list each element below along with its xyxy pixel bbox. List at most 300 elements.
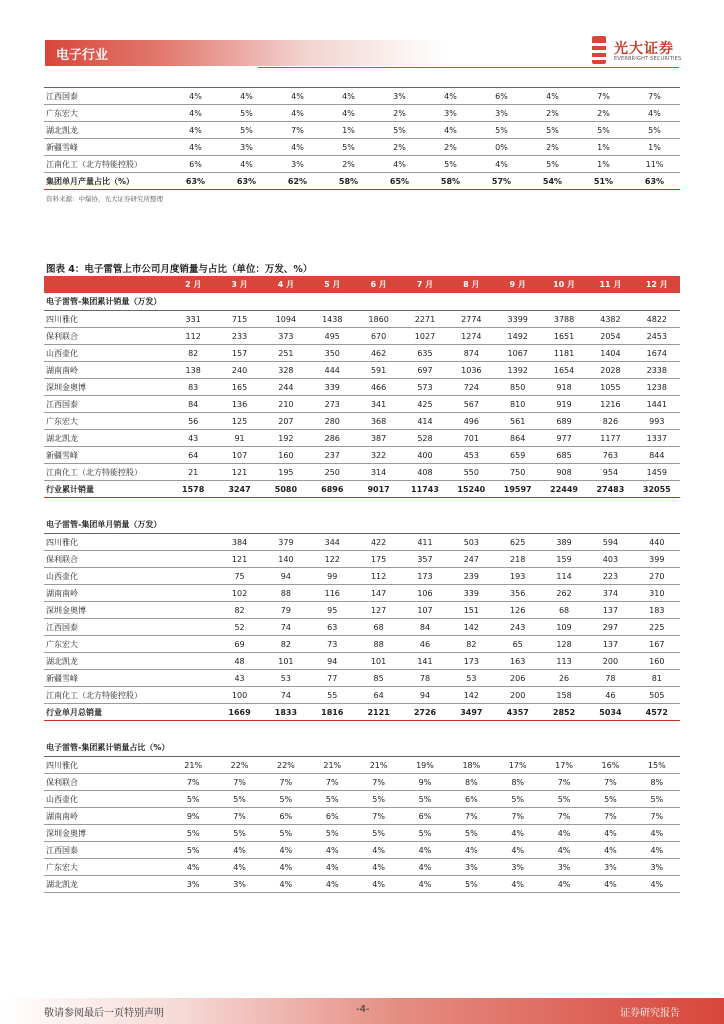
row-label: 深圳金奥博 (44, 379, 170, 396)
table-cell: 763 (587, 447, 633, 464)
table-cell: 5% (448, 825, 494, 842)
table-cell: 46 (402, 636, 448, 653)
month-header: 9 月 (495, 276, 541, 293)
table-cell: 379 (263, 534, 309, 551)
row-label: 保利联合 (44, 328, 170, 345)
table-cell: 1459 (634, 464, 680, 481)
table-cell: 193 (495, 568, 541, 585)
table-cell: 64 (355, 687, 401, 704)
table-cell: 128 (541, 636, 587, 653)
table-cell: 6% (263, 808, 309, 825)
table-cell: 2% (527, 105, 578, 122)
table-cell: 78 (402, 670, 448, 687)
table-row (44, 396, 680, 413)
row-label: 广东宏大 (44, 105, 170, 122)
table-cell: 750 (495, 464, 541, 481)
table-cell: 625 (495, 534, 541, 551)
table-cell: 15% (634, 757, 680, 774)
table-cell: 107 (216, 447, 262, 464)
table-cell: 206 (495, 670, 541, 687)
table-cell: 3% (425, 105, 476, 122)
table-row (44, 139, 680, 156)
table-cell: 127 (355, 602, 401, 619)
table-cell: 4% (527, 88, 578, 105)
table-cell: 53 (263, 670, 309, 687)
table-cell: 1860 (355, 311, 401, 328)
empty-cell (170, 534, 216, 551)
table-cell: 101 (355, 653, 401, 670)
table-cell: 4822 (634, 311, 680, 328)
empty-cell (170, 687, 216, 704)
row-label: 广东宏大 (44, 859, 170, 876)
table-cell: 1% (578, 156, 629, 173)
month-header: 3 月 (216, 276, 262, 293)
table-cell: 7% (216, 774, 262, 791)
table-row (44, 602, 680, 619)
table-cell: 4% (323, 105, 374, 122)
table-cell: 4% (495, 876, 541, 893)
table-cell: 1392 (495, 362, 541, 379)
table-cell: 5% (355, 825, 401, 842)
table-cell: 69 (216, 636, 262, 653)
table-cell: 4% (448, 842, 494, 859)
logo-text-cn: 光大证券 (614, 41, 674, 57)
table-cell: 121 (216, 464, 262, 481)
table-cell: 328 (263, 362, 309, 379)
table-cell: 3% (374, 88, 425, 105)
table-cell: 3% (476, 105, 527, 122)
row-label: 湖北凯龙 (44, 122, 170, 139)
table-cell: 4% (541, 876, 587, 893)
table-cell: 19% (402, 757, 448, 774)
table-cell: 5% (587, 791, 633, 808)
table-cell: 4572 (634, 704, 680, 721)
table-cell: 74 (263, 687, 309, 704)
table-cell: 389 (541, 534, 587, 551)
month-header: 8 月 (448, 276, 494, 293)
table-cell: 158 (541, 687, 587, 704)
table-cell: 7% (587, 774, 633, 791)
table-cell: 7% (170, 774, 216, 791)
logo-mark-icon (590, 36, 608, 64)
section-header-row (44, 739, 680, 757)
table-row (44, 687, 680, 704)
table-cell: 4% (402, 842, 448, 859)
table-cell: 138 (170, 362, 216, 379)
table-cell: 314 (355, 464, 401, 481)
empty-cell (170, 585, 216, 602)
table-cell: 5% (527, 156, 578, 173)
table-cell: 505 (634, 687, 680, 704)
table-cell: 78 (587, 670, 633, 687)
table-cell: 4% (355, 842, 401, 859)
row-label: 新疆雪峰 (44, 670, 170, 687)
table-cell: 6% (448, 791, 494, 808)
table-cell: 88 (355, 636, 401, 653)
table-row (44, 876, 680, 893)
table-cell: 65% (374, 173, 425, 190)
table-cell: 5% (495, 791, 541, 808)
table-cell: 5% (476, 122, 527, 139)
table-cell: 88 (263, 585, 309, 602)
table-cell: 173 (402, 568, 448, 585)
table-cell: 270 (634, 568, 680, 585)
row-label: 保利联合 (44, 774, 170, 791)
table-cell: 75 (216, 568, 262, 585)
table-cell: 17% (541, 757, 587, 774)
table-cell: 5% (221, 122, 272, 139)
table-cell: 46 (587, 687, 633, 704)
table-cell: 4% (634, 876, 680, 893)
table-cell: 4% (170, 139, 221, 156)
empty-cell (170, 602, 216, 619)
table-cell: 4% (216, 859, 262, 876)
spacer-row (44, 721, 680, 740)
table-cell: 237 (309, 447, 355, 464)
table-cell: 5% (448, 876, 494, 893)
table-row (44, 859, 680, 876)
table-cell: 356 (495, 585, 541, 602)
table-cell: 53 (448, 670, 494, 687)
table-cell: 4% (402, 859, 448, 876)
table-cell: 387 (355, 430, 401, 447)
table-cell: 1438 (309, 311, 355, 328)
table-cell: 183 (634, 602, 680, 619)
table-row (44, 842, 680, 859)
table-cell: 6% (402, 808, 448, 825)
row-label: 保利联合 (44, 551, 170, 568)
table-cell: 74 (263, 619, 309, 636)
table-cell: 874 (448, 345, 494, 362)
table-cell: 7% (263, 774, 309, 791)
table-cell: 685 (541, 447, 587, 464)
table-cell: 200 (495, 687, 541, 704)
row-label: 湖南南岭 (44, 362, 170, 379)
table-cell: 280 (309, 413, 355, 430)
empty-cell (170, 619, 216, 636)
table-cell: 724 (448, 379, 494, 396)
table-cell: 68 (355, 619, 401, 636)
row-label: 江南化工（北方特能控股） (44, 156, 170, 173)
table-cell: 250 (309, 464, 355, 481)
table-cell: 192 (263, 430, 309, 447)
table-cell: 7% (578, 88, 629, 105)
section-title: 电子雷管-集团单月销量（万发） (44, 516, 680, 534)
table-cell: 403 (587, 551, 633, 568)
header-rule (258, 67, 679, 68)
page-number: -4- (356, 1004, 370, 1015)
table-cell: 1337 (634, 430, 680, 447)
empty-cell (170, 653, 216, 670)
table-cell: 63% (629, 173, 680, 190)
table-cell: 84 (402, 619, 448, 636)
table-cell: 4% (272, 139, 323, 156)
table-cell: 635 (402, 345, 448, 362)
row-label: 湖南南岭 (44, 808, 170, 825)
table-cell: 297 (587, 619, 633, 636)
table-cell: 1274 (448, 328, 494, 345)
row-label: 山西壶化 (44, 345, 170, 362)
row-label: 集团单月产量占比（%） (44, 173, 170, 190)
table-cell: 5% (578, 122, 629, 139)
table-row (44, 636, 680, 653)
table-row (44, 619, 680, 636)
table-cell: 4% (309, 859, 355, 876)
table-cell: 77 (309, 670, 355, 687)
table-cell: 3497 (448, 704, 494, 721)
table-cell: 21 (170, 464, 216, 481)
table-row (44, 464, 680, 481)
table-cell: 1216 (587, 396, 633, 413)
table-cell: 339 (309, 379, 355, 396)
table-cell: 5080 (263, 481, 309, 498)
table-cell: 466 (355, 379, 401, 396)
table-cell: 1094 (263, 311, 309, 328)
spacer-cell (44, 498, 680, 517)
table-cell: 175 (355, 551, 401, 568)
table-cell: 82 (216, 602, 262, 619)
table-cell: 22449 (541, 481, 587, 498)
month-header: 11 月 (587, 276, 633, 293)
table-cell: 1654 (541, 362, 587, 379)
table-cell: 4% (629, 105, 680, 122)
section-title: 电子雷管-集团累计销量（万发） (44, 293, 680, 311)
table-cell: 5034 (587, 704, 633, 721)
table-cell: 425 (402, 396, 448, 413)
table-cell: 65 (495, 636, 541, 653)
table-cell: 8% (634, 774, 680, 791)
table-cell: 373 (263, 328, 309, 345)
table-cell: 322 (355, 447, 401, 464)
row-label: 江西国泰 (44, 88, 170, 105)
month-header-row (44, 276, 680, 293)
table-cell: 107 (402, 602, 448, 619)
table-cell: 4% (272, 88, 323, 105)
table-cell: 218 (495, 551, 541, 568)
table-cell: 5% (263, 825, 309, 842)
table-row (44, 328, 680, 345)
table-cell: 4% (309, 876, 355, 893)
table-cell: 173 (448, 653, 494, 670)
empty-cell (170, 704, 216, 721)
table-cell: 4382 (587, 311, 633, 328)
table-cell: 262 (541, 585, 587, 602)
table-cell: 286 (309, 430, 355, 447)
row-label: 深圳金奥博 (44, 825, 170, 842)
table-cell: 357 (402, 551, 448, 568)
table-cell: 2054 (587, 328, 633, 345)
table-cell: 1% (323, 122, 374, 139)
table-cell: 112 (355, 568, 401, 585)
table-cell: 3% (634, 859, 680, 876)
table-cell: 1027 (402, 328, 448, 345)
footer-report-type: 证券研究报告 (620, 1008, 680, 1019)
table-cell: 165 (216, 379, 262, 396)
table-cell: 4% (587, 842, 633, 859)
table-cell: 4% (425, 122, 476, 139)
table-cell: 4% (170, 859, 216, 876)
table-cell: 573 (402, 379, 448, 396)
table-cell: 94 (309, 653, 355, 670)
table-row (44, 774, 680, 791)
row-label: 新疆雪峰 (44, 447, 170, 464)
table-cell: 251 (263, 345, 309, 362)
table-cell: 5% (170, 791, 216, 808)
table-cell: 528 (402, 430, 448, 447)
table-cell: 9% (170, 808, 216, 825)
table-cell: 114 (541, 568, 587, 585)
table-cell: 55 (309, 687, 355, 704)
table-cell: 5% (374, 122, 425, 139)
table-cell: 5% (634, 791, 680, 808)
month-header: 4 月 (263, 276, 309, 293)
table-row (44, 808, 680, 825)
table-row (44, 653, 680, 670)
table-cell: 43 (170, 430, 216, 447)
table-cell: 462 (355, 345, 401, 362)
table-cell: 1669 (216, 704, 262, 721)
table-cell: 5% (216, 825, 262, 842)
table-cell: 2% (578, 105, 629, 122)
top-table (44, 87, 680, 190)
table-cell: 715 (216, 311, 262, 328)
table-cell: 3788 (541, 311, 587, 328)
table-cell: 239 (448, 568, 494, 585)
table-cell: 5% (355, 791, 401, 808)
table-cell: 100 (216, 687, 262, 704)
table-cell: 142 (448, 619, 494, 636)
table-cell: 5% (323, 139, 374, 156)
table-cell: 137 (587, 636, 633, 653)
table-cell: 3% (221, 139, 272, 156)
table-cell: 4% (541, 825, 587, 842)
table-cell: 140 (263, 551, 309, 568)
table-cell: 5% (170, 842, 216, 859)
table-cell: 4% (495, 825, 541, 842)
table-cell: 116 (309, 585, 355, 602)
table-cell: 136 (216, 396, 262, 413)
table-cell: 102 (216, 585, 262, 602)
table-cell: 82 (170, 345, 216, 362)
table-cell: 3% (170, 876, 216, 893)
section-header-row (44, 516, 680, 534)
logo-text-en: EVERBRIGHT SECURITIES (614, 56, 682, 62)
table-cell: 1404 (587, 345, 633, 362)
table-cell: 63 (309, 619, 355, 636)
table-cell: 244 (263, 379, 309, 396)
table-cell: 243 (495, 619, 541, 636)
table-cell: 26 (541, 670, 587, 687)
table-cell: 844 (634, 447, 680, 464)
table-cell: 7% (355, 774, 401, 791)
empty-cell (170, 636, 216, 653)
table-cell: 200 (587, 653, 633, 670)
table-cell: 73 (309, 636, 355, 653)
table-row (44, 156, 680, 173)
table-cell: 159 (541, 551, 587, 568)
table-cell: 440 (634, 534, 680, 551)
row-label: 行业累计销量 (44, 481, 170, 498)
table-cell: 83 (170, 379, 216, 396)
table-row (44, 568, 680, 585)
table-cell: 9017 (355, 481, 401, 498)
table-cell: 137 (587, 602, 633, 619)
table-cell: 8% (495, 774, 541, 791)
table-cell: 1% (578, 139, 629, 156)
row-label: 行业单月总销量 (44, 704, 170, 721)
row-label: 四川雅化 (44, 757, 170, 774)
table-cell: 167 (634, 636, 680, 653)
table-cell: 2% (425, 139, 476, 156)
table-cell: 3% (541, 859, 587, 876)
table-row (44, 88, 680, 105)
table-cell: 1492 (495, 328, 541, 345)
month-header: 7 月 (402, 276, 448, 293)
row-label: 江西国泰 (44, 619, 170, 636)
table-cell: 160 (263, 447, 309, 464)
table-cell: 2774 (448, 311, 494, 328)
table-cell: 3247 (216, 481, 262, 498)
month-header: 12 月 (634, 276, 680, 293)
table-cell: 422 (355, 534, 401, 551)
table-cell: 195 (263, 464, 309, 481)
table-row (44, 791, 680, 808)
table-cell: 5% (541, 791, 587, 808)
header-blank (44, 276, 170, 293)
table-row (44, 447, 680, 464)
table-cell: 339 (448, 585, 494, 602)
table-cell: 27483 (587, 481, 633, 498)
table-cell: 2% (374, 105, 425, 122)
table-cell: 7% (216, 808, 262, 825)
table-cell: 51% (578, 173, 629, 190)
table-cell: 344 (309, 534, 355, 551)
table-cell: 5% (263, 791, 309, 808)
table-cell: 864 (495, 430, 541, 447)
table-cell: 4% (263, 876, 309, 893)
table-cell: 414 (402, 413, 448, 430)
table-cell: 826 (587, 413, 633, 430)
table-cell: 1055 (587, 379, 633, 396)
table-row (44, 534, 680, 551)
table-cell: 109 (541, 619, 587, 636)
table-cell: 99 (309, 568, 355, 585)
table-cell: 4% (216, 842, 262, 859)
empty-cell (170, 551, 216, 568)
table-cell: 1833 (263, 704, 309, 721)
table-cell: 5% (309, 825, 355, 842)
table-cell: 408 (402, 464, 448, 481)
row-label: 湖北凯龙 (44, 876, 170, 893)
table-cell: 8% (448, 774, 494, 791)
empty-cell (170, 670, 216, 687)
table-row (44, 122, 680, 139)
table-cell: 341 (355, 396, 401, 413)
table-cell: 3% (272, 156, 323, 173)
table-cell: 18% (448, 757, 494, 774)
row-label: 深圳金奥博 (44, 602, 170, 619)
table-cell: 594 (587, 534, 633, 551)
table-cell: 496 (448, 413, 494, 430)
table-cell: 310 (634, 585, 680, 602)
table-cell: 142 (448, 687, 494, 704)
table-cell: 54% (527, 173, 578, 190)
table-cell: 63% (170, 173, 221, 190)
row-label: 四川雅化 (44, 311, 170, 328)
table-cell: 7% (634, 808, 680, 825)
table-cell: 22% (263, 757, 309, 774)
table-cell: 9% (402, 774, 448, 791)
